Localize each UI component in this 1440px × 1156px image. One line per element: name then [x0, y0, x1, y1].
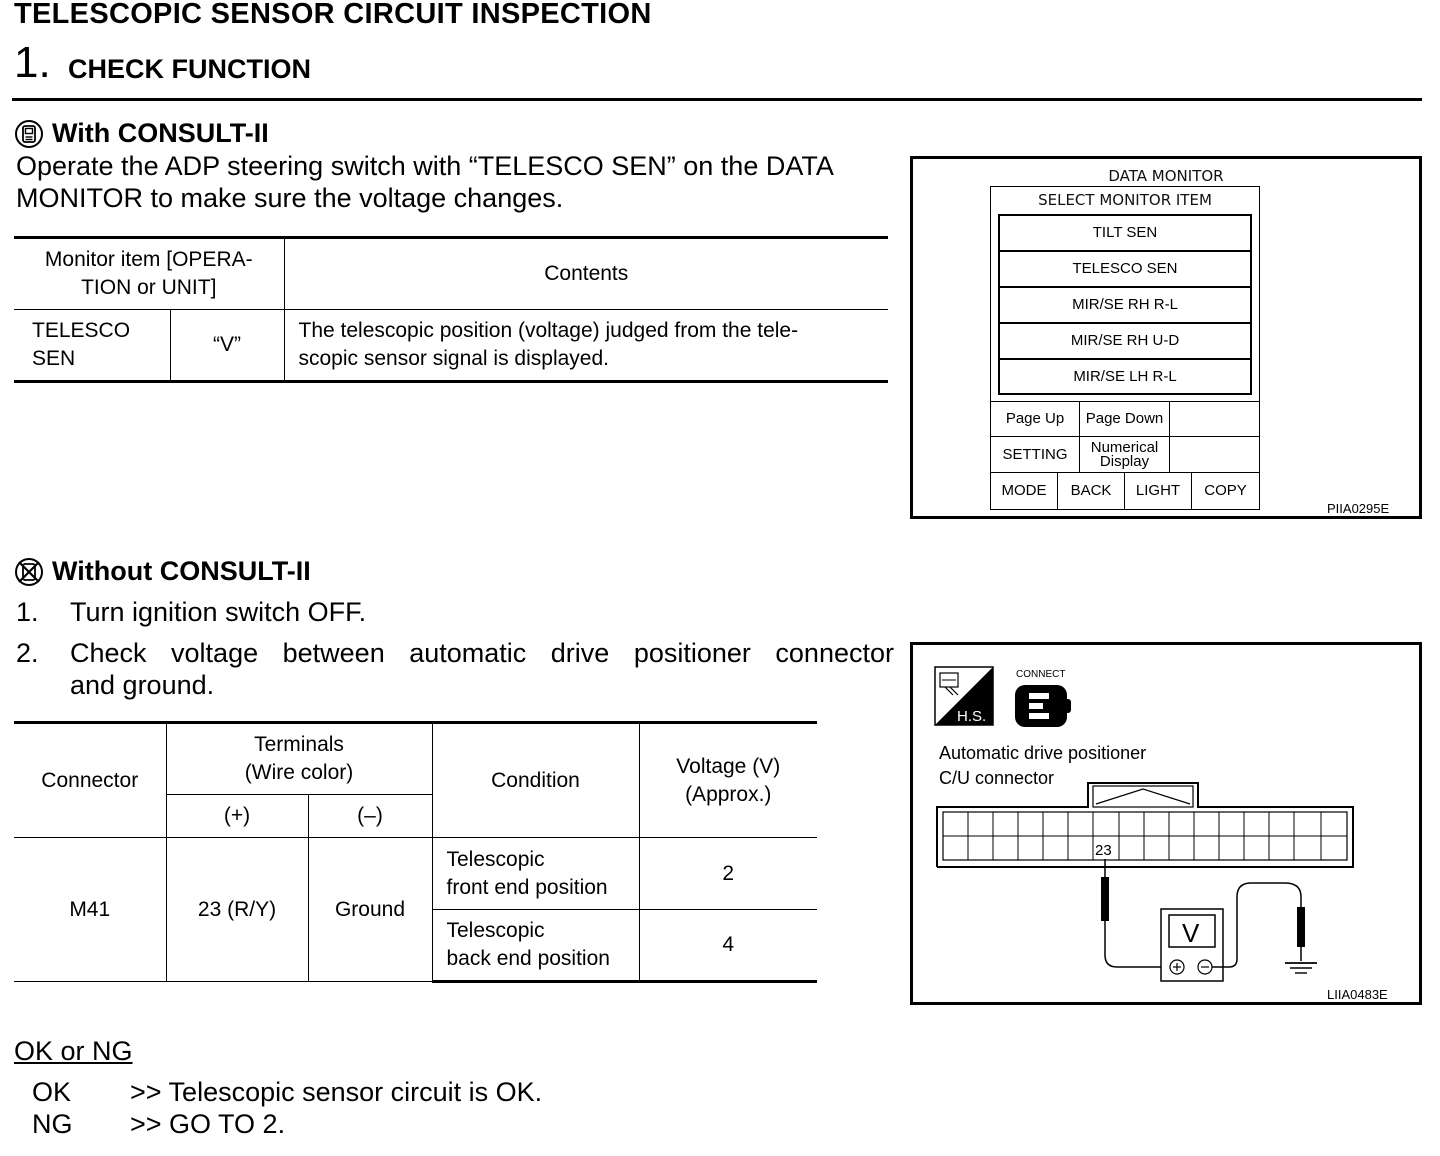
select-monitor-label: SELECT MONITOR ITEM — [1038, 191, 1212, 209]
empty-button-1 — [1169, 401, 1260, 437]
monitor-item-tilt-sen[interactable]: TILT SEN — [999, 215, 1251, 251]
ng-key: NG — [32, 1109, 73, 1139]
monitor-item-table — [14, 236, 888, 383]
with-consult-text-line2: MONITOR to make sure the voltage changes. — [16, 183, 564, 213]
header-condition: Condition — [432, 723, 639, 838]
with-consult-text-line1: Operate the ADP steering switch with “TELESCO SEN” on the DATA — [16, 151, 834, 181]
table-header-row — [14, 723, 817, 795]
consult-screen — [990, 186, 1260, 510]
connector-diagram — [913, 645, 1419, 1002]
monitor-item-mirse-rh-ud[interactable]: MIR/SE RH U-D — [999, 323, 1251, 359]
cell-voltage-front: 2 — [639, 838, 817, 910]
connector-diagram-figure — [910, 642, 1422, 1005]
with-consult-text — [16, 150, 834, 214]
cell-voltage-back: 4 — [639, 910, 817, 982]
numerical-line2: Display — [1099, 452, 1150, 470]
table-header-row — [14, 238, 888, 310]
cell-minus-terminal: Ground — [308, 838, 432, 982]
voltage-check-table — [14, 721, 817, 983]
header-plus: (+) — [166, 795, 308, 838]
ok-key: OK — [32, 1077, 72, 1107]
with-consult-heading-text: With CONSULT-II — [52, 118, 269, 148]
consult-screen-figure — [910, 156, 1422, 519]
mode-button[interactable]: MODE — [990, 472, 1058, 510]
cell-condition-back — [432, 910, 639, 982]
cond-front-line2: front end position — [446, 875, 608, 899]
meter-label: V — [1182, 918, 1200, 948]
step-2-text — [70, 637, 894, 701]
title-divider — [12, 98, 1422, 101]
item-line1: TELESCO — [32, 319, 131, 342]
connector-label-line1: Automatic drive positioner — [939, 743, 1147, 763]
monitor-item-list — [998, 214, 1252, 395]
copy-button[interactable]: COPY — [1191, 472, 1260, 510]
ok-ng-heading: OK or NG — [14, 1036, 133, 1066]
header-minus: (–) — [308, 795, 432, 838]
step-1-text: Turn ignition switch OFF. — [70, 597, 367, 627]
terminal-label: 23 — [1095, 842, 1112, 859]
page-down-button[interactable]: Page Down — [1079, 401, 1170, 437]
terminals-line2: (Wire color) — [244, 761, 354, 784]
figure-id: PIIA0295E — [1327, 501, 1390, 516]
page-up-button[interactable]: Page Up — [990, 401, 1080, 437]
ground-icon — [1285, 963, 1317, 973]
contents-line1: The telescopic position (voltage) judged from the tele- — [298, 319, 799, 342]
cond-back-line2: back end position — [446, 947, 610, 970]
without-consult-heading-text: Without CONSULT-II — [52, 556, 311, 586]
ng-result-text: >> GO TO 2. — [130, 1109, 286, 1139]
cell-connector: M41 — [14, 838, 166, 982]
back-button[interactable]: BACK — [1057, 472, 1125, 510]
voltage-line1: Voltage (V) — [676, 754, 781, 778]
negative-probe — [1212, 883, 1305, 967]
connector-body — [937, 783, 1353, 867]
cell-contents — [284, 310, 888, 382]
voltage-line2: (Approx.) — [685, 782, 772, 806]
cell-monitor-item — [14, 310, 170, 382]
table-row — [14, 310, 888, 382]
step-1-number: 1. — [16, 597, 39, 627]
header-contents: Contents — [284, 238, 888, 310]
header-voltage — [639, 723, 817, 838]
cell-condition-front — [432, 838, 639, 910]
connect-icon — [1015, 685, 1071, 727]
header-connector: Connector — [14, 723, 166, 838]
without-consult-heading — [14, 556, 311, 587]
no-consult-icon — [14, 557, 44, 587]
monitor-item-mirse-lh-rl[interactable]: MIR/SE LH R-L — [999, 359, 1251, 394]
empty-button-2 — [1169, 436, 1260, 473]
numerical-line1: Numerical — [1090, 438, 1159, 456]
cond-front-line1: Telescopic — [446, 847, 545, 871]
page-title: TELESCOPIC SENSOR CIRCUIT INSPECTION — [14, 0, 652, 30]
header-monitor-line1: Monitor item [OPERA- — [44, 248, 253, 271]
consult-tool-icon — [14, 119, 44, 149]
header-monitor-line2: TION or UNIT] — [81, 276, 217, 299]
connect-label: CONNECT — [1016, 669, 1066, 680]
step-2-line2: and ground. — [70, 670, 215, 700]
terminals-line1: Terminals — [254, 733, 344, 756]
numerical-display-button[interactable] — [1079, 436, 1170, 473]
ok-result-text: >> Telescopic sensor circuit is OK. — [130, 1077, 543, 1107]
step-2-line1: Check voltage between automatic drive positioner connector — [70, 638, 894, 668]
contents-line2: scopic sensor signal is displayed. — [298, 347, 609, 370]
setting-button[interactable]: SETTING — [990, 436, 1080, 473]
header-monitor-item — [14, 238, 284, 310]
table-row — [14, 838, 817, 910]
monitor-item-telesco-sen[interactable]: TELESCO SEN — [999, 251, 1251, 287]
cond-back-line1: Telescopic — [446, 919, 545, 942]
data-monitor-title: DATA MONITOR — [1108, 167, 1224, 185]
hs-label: H.S. — [957, 708, 987, 725]
item-line2: SEN — [32, 347, 76, 370]
light-button[interactable]: LIGHT — [1124, 472, 1192, 510]
step-label: CHECK FUNCTION — [68, 54, 311, 84]
cell-unit: “V” — [170, 310, 284, 382]
header-terminals — [166, 723, 432, 795]
cell-plus-terminal: 23 (R/Y) — [166, 838, 308, 982]
with-consult-heading — [14, 118, 269, 149]
step-2-number: 2. — [16, 638, 39, 668]
monitor-item-mirse-rh-rl[interactable]: MIR/SE RH R-L — [999, 287, 1251, 323]
step-number: 1. — [14, 38, 51, 87]
connector-label-line2: C/U connector — [939, 768, 1055, 788]
figure-id: LIIA0483E — [1327, 987, 1388, 1002]
